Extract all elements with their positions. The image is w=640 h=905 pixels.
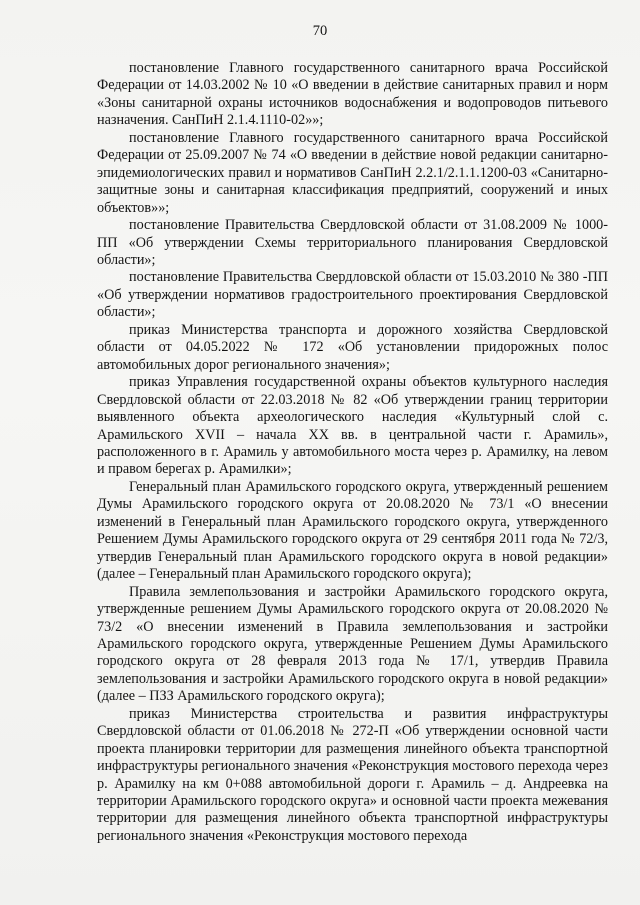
paragraph-general-plan: Генеральный план Арамильского городского округа, утвержденный решением Думы Арамильского городского округа от 20.08.2020 № 73/1 «О внесении изменений в Генеральный план Арамильского городского округа, утвержденного Решением Думы Арамильского городского округа от 29 сентября 2011 года № 72/3, утвердив Генеральный план Арамильского городского округа в новой редакции» (далее – Генеральный план Арамильского городского округа); (97, 478, 608, 583)
paragraph-roadside-strips-order: приказ Министерства транспорта и дорожного хозяйства Свердловской области от 04.05.2022 № 172 «Об установлении придорожных полос автомобильных дорог регионального значения»; (97, 321, 608, 373)
paragraph-construction-ministry-order: приказ Министерства строительства и развития инфраструктуры Свердловской области от 01.06.2018 № 272-П «Об утверждении основной части проекта планировки территории для размещения линейного объекта транспортной инфраструктуры регионального значения «Реконструкция мостового перехода через р. Арамилку на км 0+088 автомобильной дороги г. Арамиль – д. Андреевка на территории Арамильского городского округа» и основной части проекта межевания территории для размещения линейного объекта транспортной инфраструктуры регионального значения «Реконструкция мостового перехода (97, 705, 608, 844)
paragraph-cultural-heritage-order: приказ Управления государственной охраны объектов культурного наследия Свердловской области от 22.03.2018 № 82 «Об утверждении границ территории выявленного объекта археологического наследия «Культурный слой с. Арамильского XVII – начала XX вв. в центральной части г. Арамиль», расположенного в г. Арамиль у автомобильного моста через р. Арамилку, на левом и правом берегах р. Арамилки»; (97, 374, 608, 478)
paragraph-land-use-rules: Правила землепользования и застройки Арамильского городского округа, утвержденные решением Думы Арамильского городского округа от 20.08.2020 № 73/2 «О внесении изменений в Правила землепользования и застройки Арамильского городского округа, утвержденные Решением Думы Арамильского городского округа от 28 февраля 2013 года № 17/1, утвердив Правила землепользования и застройки Арамильского городского округа в новой редакции» (далее – ПЗЗ Арамильского городского округа); (97, 583, 608, 705)
paragraph-sanpin-2-2-1-2-1-1-1200-03: постановление Главного государственного санитарного врача Российской Федерации от 25.09.2007 № 74 «О введении в действие новой редакции санитарно-эпидемиологических правил и нормативов СанПиН 2.2.1/2.1.1.1200-03 «Санитарно-защитные зоны и санитарная классификация предприятий, сооружений и иных объектов»»; (97, 129, 608, 216)
page-number: 70 (312, 23, 328, 39)
paragraph-territorial-planning-scheme: постановление Правительства Свердловской области от 31.08.2009 № 1000-ПП «Об утверждении Схемы территориального планирования Свердловской области»; (97, 217, 608, 268)
paragraph-sanpin-2-1-4-1110-02: постановление Главного государственного санитарного врача Российской Федерации от 14.03.2002 № 10 «О введении в действие санитарных правил и норм «Зоны санитарной охраны источников водоснабжения и водопроводов питьевого назначения. СанПиН 2.1.4.1110-02»»; (97, 60, 608, 129)
paragraph-urban-planning-standards: постановление Правительства Свердловской области от 15.03.2010 № 380 -ПП «Об утверждении нормативов градостроительного проектирования Свердловской области»; (97, 269, 608, 321)
document-body (97, 60, 608, 845)
